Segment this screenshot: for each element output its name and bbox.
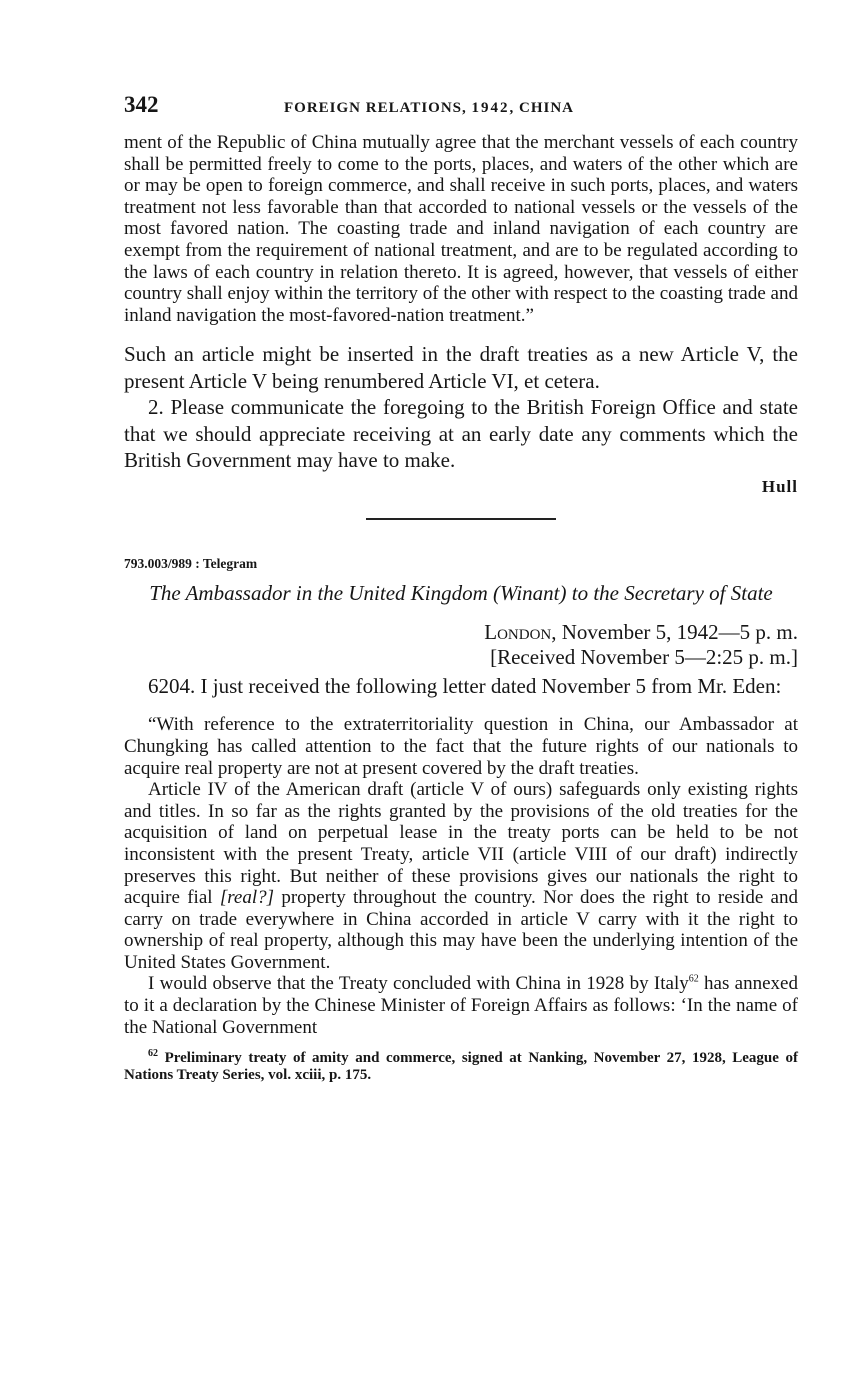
section-divider (366, 518, 556, 520)
document-title: The Ambassador in the United Kingdom (Winant) to the Secretary of State (149, 580, 773, 605)
document-number: 793.003/989 : Telegram (124, 555, 258, 571)
running-head (284, 100, 574, 117)
letter-p3-text-a: I would observe that the Treaty concluded with China in 1928 by Italy (148, 973, 689, 995)
letter-paragraph-3 (124, 973, 798, 1038)
page (124, 92, 798, 1084)
quote-continuation: ment of the Republic of China mutually agree that the merchant vessels of each country shall be permitted freely to come to the ports, places, and waters of the other which are or may be open to foreign commerce, and shall receive in such ports, places, and waters treatment not less favorable than that accorded to national vessels or the vessels of the most favored nation. The coasting trade and inland navigation of each country are exempt from the requirement of national treatment, and are to be regulated according to the laws of each country in relation thereto. It is agreed, however, that vessels of either country shall enjoy within the territory of the other with respect to the coasting trade and inland navigation the most-favored-nation treatment.” (124, 132, 798, 326)
page-number: 342 (124, 92, 159, 117)
letter-p2-text-b: property throughout the country. Nor does the right to reside and carry on trade everywhere in China accorded in article V carry with it the right to ownership of real property, although this may have been the underlying intention of the United States Government. (124, 887, 798, 973)
letter-paragraph-1: “With reference to the extraterritoriality question in China, our Ambassador at Chungking has called attention to the fact that the future rights of our nationals to acquire real property are not at present covered by the draft treaties. (124, 714, 798, 779)
paragraph-6204: 6204. I just received the following letter dated November 5 from Mr. Eden: (148, 673, 782, 698)
paragraph-2: 2. Please communicate the foregoing to the British Foreign Office and state that we should appreciate receiving at an early date any comments which the British Government may have to make. (124, 395, 798, 473)
running-head-year: 1942 (471, 100, 510, 116)
running-head-right: , CHINA (509, 100, 575, 116)
footnote-text: Preliminary treaty of amity and commerce, signed at Nanking, November 27, 1928, League of Nations Treaty Series, vol. xciii, p. 175. (124, 1050, 798, 1084)
dateline-date: , November 5, 1942—5 p. m. (551, 619, 798, 644)
letter-p2-text-a: Article IV of the American draft (article V of ours) safeguards only existing rights and titles. In so far as the rights granted by the provisions of the old treaties for the acquisition of land on perpetual lease in the treaty ports can be held to be not inconsistent with the present Treaty, article VII (article VIII of our draft) indirectly preserves this right. But neither of these provisions gives our nationals the right to acquire fial (124, 779, 798, 909)
signature: Hull (761, 476, 798, 496)
footnote-mark: 62 (148, 1048, 158, 1060)
dateline-place: London (484, 619, 552, 644)
footnote-reference: 62 (688, 974, 699, 986)
paragraph-new-article: Such an article might be inserted in the draft treaties as a new Article V, the present Article V being renumbered Article VI, et cetera. (124, 342, 798, 393)
dateline-sent (124, 620, 798, 645)
running-head-left: FOREIGN RELATIONS, (284, 100, 472, 116)
letter-paragraph-2 (124, 779, 798, 973)
letter-p3-text-b: has annexed to it a declaration by the Chinese Minister of Foreign Affairs as follows: ‘In the name of the National Government (124, 973, 798, 1038)
page-header (124, 92, 798, 132)
footnote (124, 1050, 798, 1084)
dateline (124, 620, 798, 670)
letter-p2-editorial-insert: [real?] (219, 887, 275, 909)
dateline-received: [Received November 5—2:25 p. m.] (490, 644, 798, 669)
